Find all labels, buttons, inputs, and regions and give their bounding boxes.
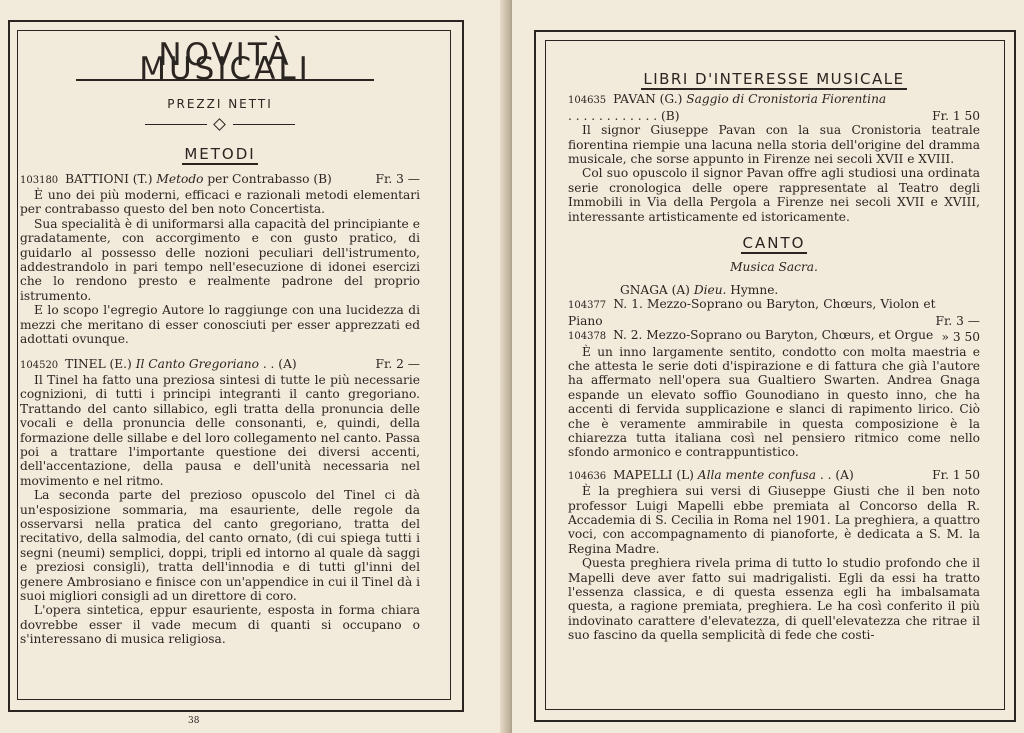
work-title: Alla mente confusa xyxy=(697,467,817,482)
price: Fr. 2 — xyxy=(375,356,420,371)
page-title: NOVITÀ MUSICALI xyxy=(76,48,374,81)
catalog-entry xyxy=(568,92,980,224)
list-item xyxy=(568,328,980,344)
subsection-heading: Musica Sacra. xyxy=(730,260,818,275)
author: GNAGA (A) xyxy=(620,282,690,297)
paragraph: Col suo opuscolo il signor Pavan offre agli studiosi una ordinata serie cronologica delle opere rappresentate al Teatro degli Immobili in Via della Pergola a Firenze nei secoli XVII e XVIII, interessante artisticamente ed istoricamente. xyxy=(568,166,980,224)
paragraph: L'opera sintetica, eppur esauriente, esposta in forma chiara dovrebbe esser il vade mecum di quanti si occupano o s'interessano di musica religiosa. xyxy=(20,603,420,647)
work-detail: . . (A) xyxy=(262,356,297,371)
author: BATTIONI (T.) xyxy=(65,171,153,186)
ornament-divider xyxy=(145,117,295,133)
price: » 3 50 xyxy=(941,330,980,345)
author: TINEL (E.) xyxy=(65,356,132,371)
catalog-entry xyxy=(20,172,420,347)
page-title: LIBRI D'INTERESSE MUSICALE xyxy=(643,70,905,88)
work-detail: . . . . . . . . . . . . (B) xyxy=(568,108,680,123)
work-detail: Hymne. xyxy=(730,282,779,297)
price: Fr. 1 50 xyxy=(932,467,980,482)
catalog-code: 104520 xyxy=(20,359,59,371)
author: MAPELLI (L) xyxy=(613,467,694,482)
item-text: N. 2. Mezzo-Soprano ou Baryton, Chœurs, et Orgue xyxy=(613,328,934,343)
price: Fr. 3 — xyxy=(935,313,980,328)
catalog-code: 104378 xyxy=(568,331,607,343)
paragraph: Il Tinel ha fatto una preziosa sintesi di tutte le più necessarie cognizioni, di tutti i principi integranti il canto gregoriano. Trattando del canto sillabico, egli tratta della pronuncia delle vocali e della pronuncia delle consonanti, e, quindi, della formazione delle sillabe e del loro collegamento nel canto. Passa poi a trattare l'importante questione dei diversi accenti, dell'accentazione, della pausa e dell'unità necessaria nel movimento e nel ritmo. xyxy=(20,372,420,488)
page-number: 38 xyxy=(188,716,200,726)
work-title: Saggio di Cronistoria Fiorentina xyxy=(686,92,887,107)
paragraph: Questa preghiera rivela prima di tutto lo studio profondo che il Mapelli deve aver fatto sui madrigalisti. Egli da essi ha tratto l'essenza classica, e di questa essenza egli ha imbalsamata questa, a ragione premiata, preghiera. Le ha così conferito il più indovinato carattere d'elevatezza, di quell'elevatezza che ritrae il suo fascino da quella semplicità di fede che costi- xyxy=(568,556,980,643)
list-item xyxy=(568,297,980,328)
catalog-code: 104636 xyxy=(568,470,607,482)
left-page xyxy=(0,0,508,733)
work-detail: per Contrabasso (B) xyxy=(207,171,332,186)
right-page-content xyxy=(568,72,980,643)
left-page-content xyxy=(20,37,420,647)
section-heading: CANTO xyxy=(742,234,806,253)
catalog-code: 103180 xyxy=(20,174,59,186)
catalog-code: 104377 xyxy=(568,300,607,312)
work-title: Metodo xyxy=(156,171,204,186)
work-title: Il Canto Gregoriano xyxy=(135,356,259,371)
paragraph: È un inno largamente sentito, condotto con molta maestria e che attesta le serie doti d'ispirazione e di fattura che già l'autore ha affermato nell'opera sua Gualtiero Swarten. Andrea Gnaga espande un elevato soffio Gounodiano in questo inno, che ha accenti di fervida supplicazione e slanci di rapimento lirico. Ciò che è veramente ammirabile in questa composizione è la chiarezza tutta italiana così nel pensiero ritmico come nello sfondo armonico e contrappuntistico. xyxy=(568,344,980,460)
paragraph: È la preghiera sui versi di Giuseppe Giusti che il ben noto professor Luigi Mapelli ebbe premiata al Concorso della R. Accademia di S. Cecilia in Roma nel 1901. La preghiera, a quattro voci, con accompagnamento di pianoforte, è dedicata a S. M. la Regina Madre. xyxy=(568,484,980,556)
paragraph: E lo scopo l'egregio Autore lo raggiunge con una lucidezza di mezzi che meritano di esser conosciuti per esser apprezzati ed adottati ovunque. xyxy=(20,303,420,347)
paragraph: È uno dei più moderni, efficaci e razionali metodi elementari per contrabasso questo del ben noto Concertista. xyxy=(20,188,420,217)
price: Fr. 3 — xyxy=(375,171,420,186)
diamond-ornament-icon xyxy=(213,118,226,131)
right-page xyxy=(512,0,1024,733)
catalog-code: 104635 xyxy=(568,95,607,107)
catalog-entry xyxy=(568,468,980,643)
catalog-entry xyxy=(20,357,420,647)
paragraph: Sua specialità è di uniformarsi alla capacità del principiante e gradatamente, con accorgimento e con gusto pratico, di guidarlo al possesso delle nozioni peculiari dell'istrumento, addestrandolo in pari tempo nell'esecuzione di idonei esercizi che lo rendono presto e realmente padrone del proprio istrumento. xyxy=(20,216,420,303)
author: PAVAN (G.) xyxy=(613,92,683,107)
price: Fr. 1 50 xyxy=(932,108,980,123)
catalog-entry xyxy=(568,283,980,460)
paragraph: La seconda parte del prezioso opuscolo del Tinel ci dà un'esposizione sommaria, ma esauriente, delle regole da osservarsi nella pratica del canto gregoriano, tratta del recitativo, della salmodia, del canto ornato, (di cui spiega tutti i segni (neumi) semplici, doppi, tripli ed intorno al quale dà saggi e preziosi consigli), tratta dell'innodia e di tutti gl'inni del genere Ambrosiano e finisce con un'appendice in cui il Tinel dà i suoi migliori consigli ad un direttore di coro. xyxy=(20,488,420,603)
item-text: N. 1. Mezzo-Soprano ou Baryton, Chœurs, Violon et Piano xyxy=(568,297,936,328)
work-title: Dieu. xyxy=(693,282,727,297)
subtitle: PREZZI NETTI xyxy=(167,96,273,111)
paragraph: Il signor Giuseppe Pavan con la sua Cronistoria teatrale fiorentina riempie una lacuna nella storia dell'origine del dramma musicale, che sorse appunto in Firenze nei secoli XVII e XVIII. xyxy=(568,123,980,167)
section-heading: METODI xyxy=(184,145,256,164)
work-detail: . . (A) xyxy=(819,467,854,482)
